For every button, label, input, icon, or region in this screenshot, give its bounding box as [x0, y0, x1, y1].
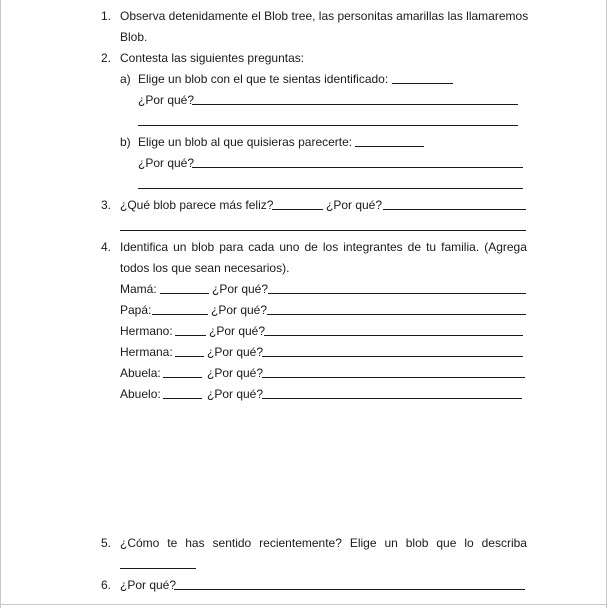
item-4-word: de	[407, 240, 422, 254]
family-hermano-blob-line[interactable]	[175, 335, 206, 336]
page-border-bottom	[0, 604, 607, 605]
item-5-word: lo	[464, 536, 474, 550]
item-1-text-continued: Blob.	[120, 30, 148, 44]
item-2b-text: Elige un blob al que quisieras parecerte:	[138, 135, 353, 149]
item-3-number: 3.	[101, 198, 112, 212]
family-hermana-blob-line[interactable]	[175, 356, 204, 357]
item-3-text: ¿Qué blob parece más feliz?	[120, 198, 274, 212]
item-4-word: los	[322, 240, 339, 254]
item-5-word: te	[167, 536, 178, 550]
item-1-number: 1.	[101, 9, 112, 23]
page-border-left	[0, 0, 1, 608]
item-6-text: ¿Por qué?	[120, 578, 177, 592]
item-5-word: has	[185, 536, 205, 550]
item-2b-why-line-1[interactable]	[192, 167, 523, 168]
family-hermano-why-label: ¿Por qué?	[209, 324, 266, 338]
family-mama-why-label: ¿Por qué?	[212, 282, 269, 296]
item-4-word: cada	[248, 240, 275, 254]
item-6-number: 6.	[101, 578, 112, 592]
page-border-right	[606, 0, 607, 608]
family-member-mama: Mamá:	[120, 282, 157, 296]
item-2a-why-label: ¿Por qué?	[138, 93, 195, 107]
family-mama-blob-line[interactable]	[160, 293, 209, 294]
family-abuelo-blob-line[interactable]	[163, 398, 202, 399]
family-abuela-blob-line[interactable]	[163, 377, 202, 378]
family-abuelo-why-label: ¿Por qué?	[207, 387, 264, 401]
item-4-word: Identifica	[120, 240, 169, 254]
item-4-word: de	[304, 240, 318, 254]
family-papa-why-label: ¿Por qué?	[211, 303, 268, 317]
item-2-text: Contesta las siguientes preguntas:	[120, 51, 305, 65]
item-4-word: para	[219, 240, 244, 254]
item-4-word: familia.	[441, 240, 480, 254]
item-2a-answer-line[interactable]	[392, 83, 453, 84]
item-5-word: blob	[405, 536, 429, 550]
family-member-hermano: Hermano:	[120, 324, 173, 338]
item-3-why-line-1[interactable]	[383, 209, 526, 210]
family-member-abuela: Abuela:	[120, 366, 161, 380]
item-4-text	[120, 240, 527, 254]
item-3-why-label: ¿Por qué?	[326, 198, 383, 212]
item-5-answer-line[interactable]	[120, 568, 196, 569]
item-4-number: 4.	[101, 240, 112, 254]
family-abuela-why-line[interactable]	[262, 377, 525, 378]
family-hermana-why-line[interactable]	[262, 356, 523, 357]
item-4-word: (Agrega	[484, 240, 527, 254]
item-5-word: recientemente?	[259, 536, 342, 550]
item-4-word: uno	[279, 240, 300, 254]
item-2b-answer-line[interactable]	[355, 146, 424, 147]
item-2a-why-line-2[interactable]	[138, 125, 518, 126]
family-hermana-why-label: ¿Por qué?	[207, 345, 264, 359]
item-2b-why-line-2[interactable]	[138, 188, 523, 189]
item-5-number: 5.	[101, 536, 112, 550]
item-2b-label: b)	[120, 135, 131, 149]
item-4-word: integrantes	[343, 240, 403, 254]
item-4-text-continued: todos los que sean necesarios).	[120, 261, 290, 275]
item-5-word: describa	[481, 536, 527, 550]
item-2a-label: a)	[120, 72, 131, 86]
family-mama-why-line[interactable]	[268, 293, 526, 294]
family-papa-why-line[interactable]	[267, 314, 526, 315]
item-3-why-line-2[interactable]	[120, 230, 526, 231]
item-2-number: 2.	[101, 51, 112, 65]
family-member-hermana: Hermana:	[120, 345, 173, 359]
item-5-text	[120, 536, 527, 550]
item-4-word: blob	[191, 240, 215, 254]
item-5-word: que	[436, 536, 457, 550]
family-hermano-why-line[interactable]	[264, 335, 523, 336]
item-2a-text: Elige un blob con el que te sientas identificado:	[138, 72, 389, 86]
item-6-answer-line[interactable]	[174, 589, 525, 590]
item-5-word: Elige	[349, 536, 377, 550]
family-member-papa: Papá:	[120, 303, 152, 317]
item-4-word: tu	[426, 240, 437, 254]
family-papa-blob-line[interactable]	[152, 314, 208, 315]
item-4-word: un	[173, 240, 187, 254]
family-abuelo-why-line[interactable]	[262, 398, 522, 399]
item-1-text: Observa detenidamente el Blob tree, las personitas amarillas las llamaremos	[120, 9, 529, 23]
family-member-abuelo: Abuelo:	[120, 387, 161, 401]
item-2a-why-line-1[interactable]	[192, 104, 518, 105]
item-2b-why-label: ¿Por qué?	[138, 156, 195, 170]
item-5-word: sentido	[212, 536, 252, 550]
family-abuela-why-label: ¿Por qué?	[207, 366, 264, 380]
item-5-word: un	[384, 536, 398, 550]
item-3-answer-line[interactable]	[272, 209, 323, 210]
item-5-word: ¿Cómo	[120, 536, 160, 550]
